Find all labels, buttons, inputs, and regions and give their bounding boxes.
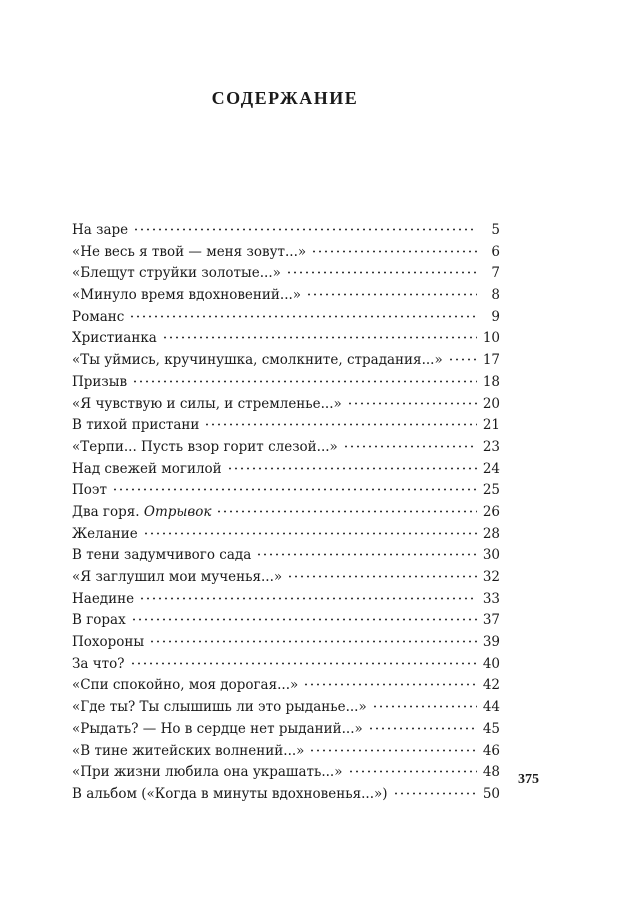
toc-entry-page: 25 — [482, 482, 500, 499]
toc-leader-dots — [311, 250, 477, 253]
toc-entry-page: 28 — [482, 525, 500, 542]
toc-entry-title: «Я заглушил мои мученья...» — [72, 569, 283, 585]
toc-entry — [72, 697, 500, 719]
toc-leader-dots — [132, 380, 477, 383]
toc-entry — [72, 263, 500, 285]
toc-entry-title: «Рыдать? — Но в сердце нет рыданий...» — [72, 720, 363, 737]
toc-entry-page: 18 — [482, 373, 500, 390]
toc-leader-dots — [347, 402, 477, 405]
toc-entry — [72, 350, 500, 372]
toc-entry — [72, 415, 500, 437]
toc-leader-dots — [287, 575, 477, 578]
toc-entry-title: Два горя. Отрывок — [72, 503, 212, 520]
toc-entry — [72, 459, 500, 481]
toc-entry-title: «Не весь я твой — меня зовут...» — [72, 243, 307, 260]
toc-leader-dots — [130, 662, 477, 665]
toc-leader-dots — [162, 336, 477, 339]
toc-leader-dots — [393, 792, 477, 795]
toc-entry — [72, 719, 500, 741]
toc-entry-title: Над свежей могилой — [72, 460, 222, 477]
toc-leader-dots — [143, 532, 477, 535]
toc-entry-subtitle: Отрывок — [143, 503, 212, 520]
toc-leader-dots — [368, 727, 477, 730]
toc-entry — [72, 372, 500, 394]
toc-entry-page: 50 — [482, 785, 500, 802]
toc-entry-page: 44 — [482, 699, 500, 716]
toc-entry — [72, 610, 500, 632]
toc-leader-dots — [216, 510, 477, 513]
toc-leader-dots — [303, 683, 477, 686]
toc-entry-title: «Где ты? Ты слышишь ли это рыданье...» — [72, 699, 367, 716]
toc-entry-page: 6 — [491, 243, 500, 260]
toc-leader-dots — [309, 749, 477, 752]
toc-entry-page: 7 — [491, 265, 500, 282]
toc-leader-dots — [149, 640, 477, 643]
toc-entry-page: 21 — [482, 417, 500, 434]
toc-entry-page: 17 — [482, 352, 500, 369]
toc-leader-dots — [448, 358, 477, 361]
toc-entry-title: За что? — [72, 655, 125, 672]
toc-leader-dots — [227, 467, 477, 470]
toc-entry — [72, 285, 500, 307]
toc-leader-dots — [133, 228, 477, 231]
toc-entry-page: 9 — [491, 308, 500, 325]
toc-entry-title: Христианка — [72, 330, 157, 347]
toc-entry-page: 5 — [491, 222, 500, 238]
toc-entry-page: 42 — [482, 677, 500, 694]
toc-entry-title: «Я чувствую и силы, и стремленье...» — [72, 395, 342, 412]
toc-entry — [72, 502, 500, 524]
toc-entry — [72, 242, 500, 264]
toc-entry-page: 46 — [482, 742, 500, 759]
toc-entry — [72, 632, 500, 654]
toc-entry-title: В тени задумчивого сада — [72, 547, 252, 564]
toc-entry — [72, 654, 500, 676]
toc-entry-page: 37 — [482, 612, 500, 629]
toc-entry — [72, 307, 500, 329]
contents-heading: СОДЕРЖАНИЕ — [211, 88, 359, 108]
toc-entry-page: 39 — [482, 634, 500, 651]
toc-entry — [72, 589, 500, 611]
toc-entry-title: «В тине житейских волнений...» — [72, 742, 305, 759]
toc-leader-dots — [286, 271, 477, 274]
toc-leader-dots — [204, 423, 477, 426]
toc-entry — [72, 394, 500, 416]
toc-entry — [72, 784, 500, 806]
toc-entry-title: «Блещут струйки золотые...» — [72, 265, 281, 282]
toc-leader-dots — [131, 618, 477, 621]
toc-entry-page: 20 — [482, 395, 500, 412]
toc-entry-title: Поэт — [72, 482, 107, 499]
toc-leader-dots — [256, 553, 477, 556]
toc-leader-dots — [372, 705, 477, 708]
toc-leader-dots — [343, 445, 477, 448]
toc-entry-page: 45 — [482, 720, 500, 737]
toc-leader-dots — [129, 315, 477, 318]
toc-entry-page: 32 — [482, 569, 500, 585]
toc-entry-title: «Ты уймись, кручинушка, смолкните, страдания...» — [72, 352, 443, 369]
toc-entry-title: Похороны — [72, 634, 145, 651]
toc-entry-title: Желание — [72, 525, 138, 542]
toc-leader-dots — [306, 293, 477, 296]
toc-entry-title: В горах — [72, 612, 126, 629]
toc-entry — [72, 437, 500, 459]
toc-entry-page: 10 — [482, 330, 500, 347]
toc-entry-title: На заре — [72, 222, 129, 238]
toc-entry-title: Романс — [72, 308, 125, 325]
toc-leader-dots — [112, 488, 477, 491]
toc-entry-page: 8 — [491, 287, 500, 304]
toc-entry-page: 30 — [482, 547, 500, 564]
toc-entry-title: «При жизни любила она украшать...» — [72, 764, 343, 781]
toc-entry-title: В тихой пристани — [72, 417, 200, 434]
toc-entry-page: 48 — [482, 764, 500, 781]
toc-entry — [72, 567, 500, 589]
toc-leader-dots — [139, 597, 477, 600]
toc-entry-page: 24 — [482, 460, 500, 477]
toc-entry-title: Наедине — [72, 590, 135, 607]
toc-entry — [72, 328, 500, 350]
toc-entry-page: 26 — [482, 503, 500, 520]
toc-leader-dots — [348, 770, 478, 773]
toc-entry — [72, 480, 500, 502]
toc-entry-title: «Спи спокойно, моя дорогая...» — [72, 677, 299, 694]
toc-entry — [72, 220, 500, 242]
toc-entry-page: 23 — [482, 438, 500, 455]
table-of-contents — [72, 220, 500, 806]
toc-entry — [72, 675, 500, 697]
toc-entry — [72, 741, 500, 763]
toc-entry-page: 40 — [482, 655, 500, 672]
toc-entry-page: 33 — [482, 590, 500, 607]
toc-entry — [72, 545, 500, 567]
toc-entry-title: Призыв — [72, 373, 128, 390]
toc-entry-title: В альбом («Когда в минуты вдохновенья...») — [72, 785, 388, 802]
page-number: 375 — [518, 772, 539, 787]
toc-entry — [72, 762, 500, 784]
toc-entry — [72, 524, 500, 546]
toc-entry-title: «Терпи... Пусть взор горит слезой...» — [72, 438, 338, 455]
toc-entry-title: «Минуло время вдохновений...» — [72, 287, 302, 304]
